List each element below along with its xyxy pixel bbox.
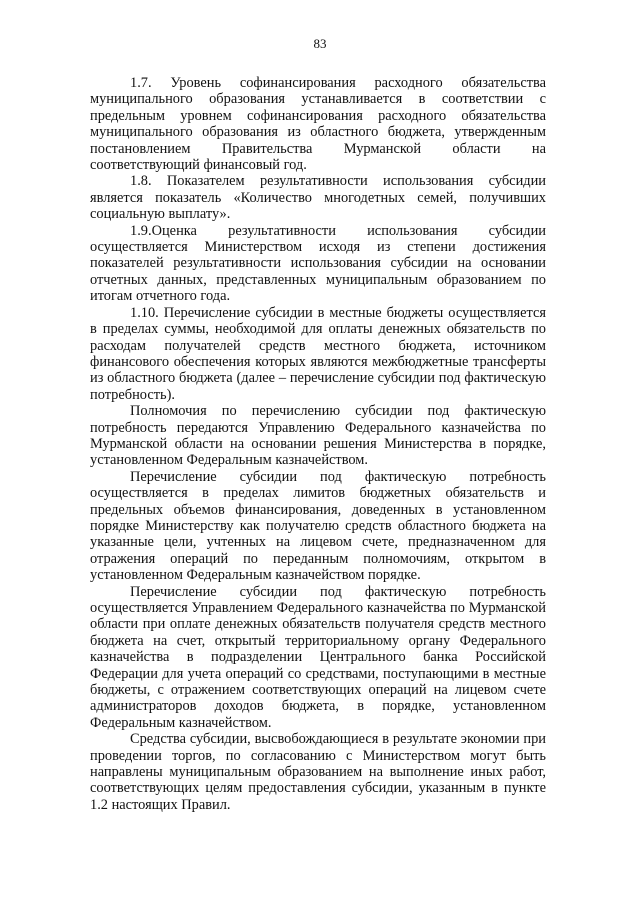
paragraph-powers-transfer: Полномочия по перечислению субсидии под фактическую потребность передаются Управлению Федерального казначейства по Мурманской области на основании решения Министерства в порядке, установленном Федеральным казначейством.	[90, 403, 546, 469]
paragraph-savings: Средства субсидии, высвобождающиеся в результате экономии при проведении торгов, по согласованию с Министерством могут быть направлены муниципальным образованием на выполнение иных работ, соответствующих целям предоставления субсидии, указанным в пункте 1.2 настоящих Правил.	[90, 731, 546, 813]
paragraph-1-10: 1.10. Перечисление субсидии в местные бюджеты осуществляется в пределах суммы, необходимой для оплаты денежных обязательств по расходам получателей средств местного бюджета, источником финансового обеспечения которых являются межбюджетные трансферты из областного бюджета (далее – перечисление субсидии под фактическую потребность).	[90, 304, 546, 403]
document-body	[90, 75, 546, 813]
paragraph-1-8: 1.8. Показателем результативности использования субсидии является показатель «Количество многодетных семей, получивших социальную выплату».	[90, 173, 546, 223]
paragraph-1-9: 1.9.Оценка результативности использования субсидии осуществляется Министерством исходя из степени достижения показателей результативности использования субсидии на основании отчетных данных, представленных муниципальным образованием по итогам отчетного года.	[90, 222, 546, 305]
page-number: 83	[313, 36, 327, 51]
paragraph-transfer-procedure: Перечисление субсидии под фактическую потребность осуществляется Управлением Федерального казначейства по Мурманской области при оплате денежных обязательств получателя средств местного бюджета на счет, открытый территориальному органу Федерального казначейства в подразделении Центрального банка Российской Федерации для учета операций со средствами, поступающими в местные бюджеты, с отражением соответствующих операций на лицевом счете администраторов доходов бюджета, в порядке, установленном Федеральным казначейством.	[90, 583, 546, 731]
paragraph-1-7: 1.7. Уровень софинансирования расходного обязательства муниципального образования устанавливается в соответствии с предельным уровнем софинансирования расходного обязательства муниципального образования из областного бюджета, утвержденным постановлением Правительства Мурманской области на соответствующий финансовый год.	[90, 75, 546, 174]
paragraph-transfer-limits: Перечисление субсидии под фактическую потребность осуществляется в пределах лимитов бюджетных обязательств и предельных объемов финансирования, доведенных в установленном порядке Министерству как получателю средств областного бюджета на указанные цели, учтенных на лицевом счете, предназначенном для отражения операций по переданным полномочиям, открытом в установленном Федеральным казначейством порядке.	[90, 468, 546, 584]
